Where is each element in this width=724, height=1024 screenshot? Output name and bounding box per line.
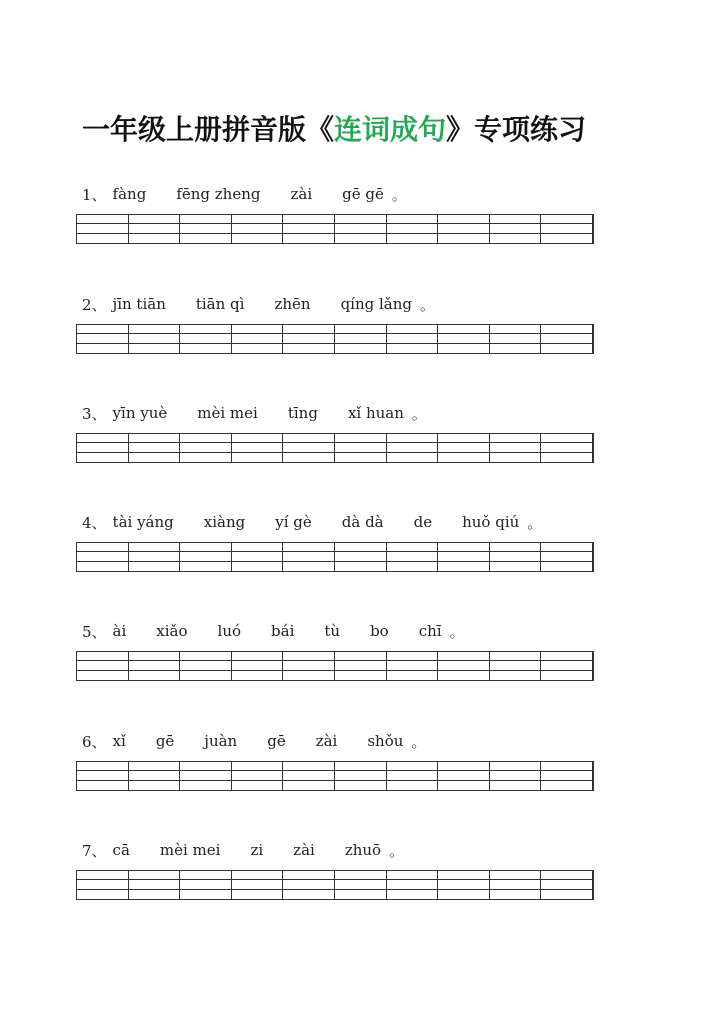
writing-cell[interactable]	[490, 652, 542, 680]
question-item	[76, 729, 596, 791]
writing-grid	[76, 651, 594, 681]
grid-guide-line	[77, 333, 593, 334]
writing-cell[interactable]	[77, 762, 129, 790]
question-number: 6、	[82, 732, 107, 751]
pinyin-word: fàng	[112, 185, 147, 203]
writing-cell[interactable]	[490, 325, 542, 353]
writing-cell[interactable]	[541, 652, 593, 680]
writing-cell[interactable]	[129, 762, 181, 790]
question-item	[76, 292, 596, 354]
writing-cell[interactable]	[129, 543, 181, 571]
writing-cell[interactable]	[77, 434, 129, 462]
pinyin-word: chī	[418, 622, 442, 640]
pinyin-word: yīn yuè	[112, 404, 168, 422]
writing-cell[interactable]	[77, 543, 129, 571]
grid-guide-line	[77, 780, 593, 781]
writing-cell[interactable]	[129, 325, 181, 353]
pinyin-word: gē	[267, 732, 286, 750]
question-pinyin-line	[76, 401, 596, 425]
writing-cell[interactable]	[438, 871, 490, 899]
writing-cell[interactable]	[541, 434, 593, 462]
grid-guide-line	[77, 879, 593, 880]
writing-cell[interactable]	[490, 434, 542, 462]
pinyin-word: qíng lǎng	[340, 295, 413, 313]
pinyin-word: cā	[112, 841, 130, 859]
writing-cell[interactable]	[283, 215, 335, 243]
writing-cell[interactable]	[541, 871, 593, 899]
writing-cell[interactable]	[541, 762, 593, 790]
sentence-period: 。	[449, 622, 465, 641]
pinyin-word: zài	[315, 732, 338, 750]
writing-grid	[76, 214, 594, 244]
grid-guide-line	[77, 343, 593, 344]
pinyin-word: bái	[271, 622, 295, 640]
question-number: 3、	[82, 404, 107, 423]
pinyin-word: gē gē	[342, 185, 384, 203]
question-number: 1、	[82, 185, 107, 204]
writing-cell[interactable]	[77, 215, 129, 243]
writing-cell[interactable]	[180, 762, 232, 790]
pinyin-word: xǐ huan	[347, 404, 404, 422]
writing-cell[interactable]	[335, 762, 387, 790]
grid-guide-line	[77, 561, 593, 562]
question-pinyin-line	[76, 619, 596, 643]
writing-cell[interactable]	[283, 652, 335, 680]
question-item	[76, 510, 596, 572]
question-item	[76, 182, 596, 244]
grid-guide-line	[77, 233, 593, 234]
question-number: 2、	[82, 295, 107, 314]
pinyin-word: mèi mei	[159, 841, 221, 859]
writing-cell[interactable]	[180, 434, 232, 462]
writing-cell[interactable]	[387, 762, 439, 790]
writing-cell[interactable]	[232, 543, 284, 571]
writing-cell[interactable]	[180, 652, 232, 680]
writing-cell[interactable]	[232, 871, 284, 899]
writing-cell[interactable]	[180, 325, 232, 353]
grid-guide-line	[77, 770, 593, 771]
pinyin-word: tiān qì	[195, 295, 245, 313]
writing-cell[interactable]	[283, 762, 335, 790]
pinyin-word: jīn tiān	[112, 295, 166, 313]
writing-cell[interactable]	[490, 543, 542, 571]
writing-cell[interactable]	[283, 871, 335, 899]
writing-cell[interactable]	[283, 543, 335, 571]
writing-cell[interactable]	[490, 762, 542, 790]
sentence-period: 。	[391, 185, 407, 204]
pinyin-word: zhēn	[274, 295, 311, 313]
question-number: 7、	[82, 841, 107, 860]
writing-cell[interactable]	[387, 325, 439, 353]
writing-cell[interactable]	[283, 325, 335, 353]
question-pinyin-line	[76, 838, 596, 862]
writing-cell[interactable]	[232, 434, 284, 462]
pinyin-word: zi	[250, 841, 264, 859]
writing-cell[interactable]	[387, 543, 439, 571]
writing-cell[interactable]	[490, 871, 542, 899]
writing-cell[interactable]	[438, 215, 490, 243]
writing-cell[interactable]	[180, 871, 232, 899]
writing-cell[interactable]	[335, 215, 387, 243]
writing-cell[interactable]	[232, 652, 284, 680]
writing-cell[interactable]	[232, 762, 284, 790]
pinyin-word: luó	[217, 622, 242, 640]
pinyin-word: juàn	[204, 732, 238, 750]
pinyin-word: xiàng	[203, 513, 246, 531]
question-pinyin-line	[76, 182, 596, 206]
writing-cell[interactable]	[283, 434, 335, 462]
question-pinyin-line	[76, 292, 596, 316]
writing-cell[interactable]	[335, 871, 387, 899]
writing-grid	[76, 324, 594, 354]
question-number: 5、	[82, 622, 107, 641]
pinyin-word: fēng zheng	[176, 185, 261, 203]
writing-cell[interactable]	[335, 652, 387, 680]
pinyin-word: zài	[293, 841, 315, 859]
writing-cell[interactable]	[180, 543, 232, 571]
sentence-period: 。	[420, 295, 436, 314]
writing-cell[interactable]	[541, 215, 593, 243]
writing-cell[interactable]	[180, 215, 232, 243]
writing-cell[interactable]	[335, 434, 387, 462]
writing-cell[interactable]	[387, 215, 439, 243]
grid-guide-line	[77, 442, 593, 443]
pinyin-word: xiǎo	[156, 622, 188, 640]
question-pinyin-line	[76, 729, 596, 753]
grid-guide-line	[77, 452, 593, 453]
writing-cell[interactable]	[438, 325, 490, 353]
pinyin-word: dà dà	[341, 513, 384, 531]
writing-cell[interactable]	[129, 215, 181, 243]
question-number: 4、	[82, 513, 107, 532]
writing-cell[interactable]	[438, 652, 490, 680]
writing-cell[interactable]	[387, 434, 439, 462]
writing-cell[interactable]	[541, 543, 593, 571]
writing-cell[interactable]	[77, 652, 129, 680]
pinyin-word: yí gè	[275, 513, 312, 531]
pinyin-word: tù	[324, 622, 341, 640]
writing-cell[interactable]	[232, 215, 284, 243]
writing-cell[interactable]	[438, 543, 490, 571]
writing-cell[interactable]	[232, 325, 284, 353]
sentence-period: 。	[411, 732, 427, 751]
sentence-period: 。	[389, 841, 405, 860]
title-prefix: 一年级上册拼音版《	[82, 113, 335, 146]
writing-cell[interactable]	[335, 543, 387, 571]
writing-cell[interactable]	[387, 871, 439, 899]
grid-guide-line	[77, 889, 593, 890]
question-item	[76, 619, 596, 681]
writing-cell[interactable]	[541, 325, 593, 353]
writing-cell[interactable]	[438, 434, 490, 462]
writing-cell[interactable]	[438, 762, 490, 790]
writing-grid	[76, 433, 594, 463]
pinyin-word: huǒ qiú	[462, 513, 520, 531]
writing-cell[interactable]	[77, 325, 129, 353]
title-suffix: 》专项练习	[446, 113, 587, 146]
sentence-period: 。	[411, 404, 427, 423]
pinyin-word: bo	[370, 622, 389, 640]
question-item	[76, 401, 596, 463]
writing-cell[interactable]	[77, 871, 129, 899]
grid-guide-line	[77, 670, 593, 671]
pinyin-word: tīng	[287, 404, 318, 422]
title-highlight: 连词成句	[334, 113, 447, 146]
pinyin-word: zài	[290, 185, 313, 203]
grid-guide-line	[77, 223, 593, 224]
pinyin-word: gē	[155, 732, 175, 750]
writing-cell[interactable]	[490, 215, 542, 243]
pinyin-word: tài yáng	[112, 513, 174, 531]
question-item	[76, 838, 596, 900]
writing-grid	[76, 761, 594, 791]
writing-cell[interactable]	[335, 325, 387, 353]
pinyin-word: ài	[112, 622, 127, 640]
writing-cell[interactable]	[129, 434, 181, 462]
writing-grid	[76, 542, 594, 572]
sentence-period: 。	[527, 513, 543, 532]
page-title	[82, 108, 586, 148]
writing-grid	[76, 870, 594, 900]
grid-guide-line	[77, 660, 593, 661]
writing-cell[interactable]	[129, 652, 181, 680]
pinyin-word: xǐ	[112, 732, 126, 750]
writing-cell[interactable]	[129, 871, 181, 899]
pinyin-word: de	[413, 513, 433, 531]
pinyin-word: zhuō	[344, 841, 382, 859]
question-pinyin-line	[76, 510, 596, 534]
grid-guide-line	[77, 551, 593, 552]
pinyin-word: shǒu	[367, 732, 404, 750]
pinyin-word: mèi mei	[197, 404, 258, 422]
writing-cell[interactable]	[387, 652, 439, 680]
